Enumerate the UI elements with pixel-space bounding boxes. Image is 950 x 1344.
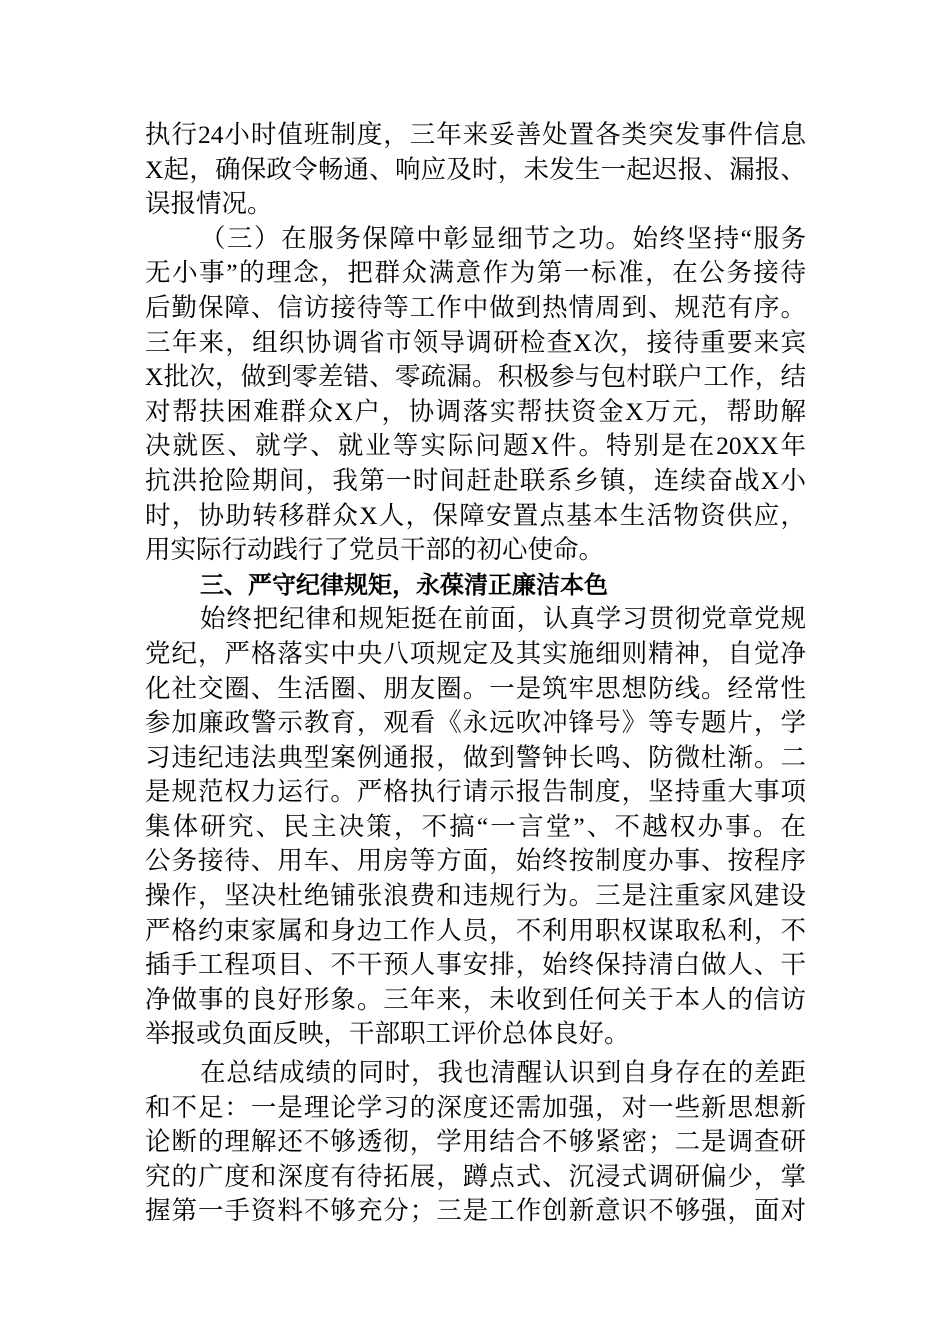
text-line: 公务接待、用车、用房等方面，始终按制度办事、按程序 (145, 846, 806, 876)
text-line: 习违纪违法典型案例通报，做到警钟长鸣、防微杜渐。二 (145, 742, 806, 772)
text-line: 操作，坚决杜绝铺张浪费和违规行为。三是注重家风建设 (145, 881, 806, 911)
text-line: X起，确保政令畅通、响应及时，未发生一起迟报、漏报、 (145, 154, 806, 184)
text-line: 集体研究、民主决策，不搞“一言堂”、不越权办事。在 (145, 811, 806, 841)
body-paragraph (145, 118, 806, 222)
text-line: 时，协助转移群众X人，保障安置点基本生活物资供应， (145, 500, 806, 530)
body-paragraph (145, 222, 806, 568)
text-line: 执行24小时值班制度，三年来妥善处置各类突发事件信息 (145, 120, 806, 149)
text-line: 严格约束家属和身边工作人员，不利用职权谋取私利，不 (145, 915, 806, 945)
text-line: 插手工程项目、不干预人事安排，始终保持清白做人、干 (145, 950, 806, 980)
text-line: 究的广度和深度有待拓展，蹲点式、沉浸式调研偏少，掌 (145, 1161, 806, 1191)
text-line: 是规范权力运行。严格执行请示报告制度，坚持重大事项 (145, 777, 806, 807)
text-line: 参加廉政警示教育，观看《永远吹冲锋号》等专题片，学 (145, 708, 806, 738)
text-line: X批次，做到零差错、零疏漏。积极参与包村联户工作，结 (145, 362, 806, 392)
text-line: （三）在服务保障中彰显细节之功。始终坚持“服务 (200, 223, 806, 253)
text-line: 始终把纪律和规矩挺在前面，认真学习贯彻党章党规 (200, 604, 806, 634)
text-line: 决就医、就学、就业等实际问题X件。特别是在20XX年 (145, 431, 806, 461)
text-line: 化社交圈、生活圈、朋友圈。一是筑牢思想防线。经常性 (145, 673, 806, 703)
body-paragraph (145, 602, 806, 1052)
text-line: 无小事”的理念，把群众满意作为第一标准，在公务接待 (145, 258, 806, 288)
text-line: 误报情况。 (145, 189, 273, 219)
text-line: 对帮扶困难群众X户，协调落实帮扶资金X万元，帮助解 (145, 396, 806, 426)
text-line: 三、严守纪律规矩，永葆清正廉洁本色 (200, 570, 608, 599)
text-line: 握第一手资料不够充分；三是工作创新意识不够强，面对 (145, 1196, 806, 1226)
text-line: 后勤保障、信访接待等工作中做到热情周到、规范有序。 (145, 292, 806, 322)
text-line: 抗洪抢险期间，我第一时间赶赴联系乡镇，连续奋战X小 (145, 465, 806, 495)
text-line: 和不足：一是理论学习的深度还需加强，对一些新思想新 (145, 1092, 806, 1122)
text-line: 举报或负面反映，干部职工评价总体良好。 (145, 1019, 630, 1049)
body-paragraph (145, 1056, 806, 1229)
section-heading (145, 568, 806, 603)
text-line: 论断的理解还不够透彻，学用结合不够紧密；二是调查研 (145, 1127, 806, 1157)
text-line: 用实际行动践行了党员干部的初心使命。 (145, 535, 605, 565)
text-line: 党纪，严格落实中央八项规定及其实施细则精神，自觉净 (145, 638, 806, 668)
text-line: 在总结成绩的同时，我也清醒认识到自身存在的差距 (200, 1058, 806, 1088)
text-line: 净做事的良好形象。三年来，未收到任何关于本人的信访 (145, 984, 806, 1014)
document-page (145, 118, 806, 1229)
text-line: 三年来，组织协调省市领导调研检查X次，接待重要来宾 (145, 327, 806, 357)
